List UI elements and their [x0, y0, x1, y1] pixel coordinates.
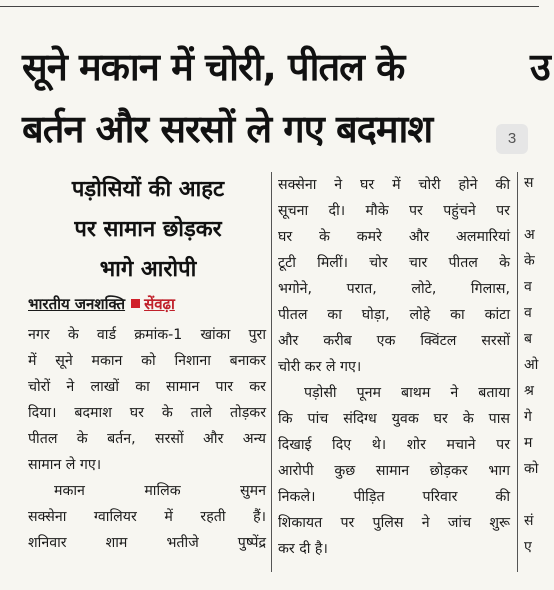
top-rule [0, 6, 539, 7]
byline [28, 292, 268, 316]
text-line: चोरों ने लाखों का सामान पार कर [28, 379, 266, 395]
text-fragment: श्र [524, 383, 534, 399]
text-line: कर दी है। [278, 541, 328, 557]
subhead-line-2: पर सामान छोड़कर [74, 217, 222, 242]
text-line: दिया। बदमाश घर के ताले तोड़कर [28, 405, 266, 421]
text-line: घर के कमरे और अलमारियां [278, 229, 510, 245]
main-headline [22, 36, 542, 160]
article-column-1 [28, 322, 266, 556]
text-fragment: स [524, 175, 534, 191]
text-fragment: ओ [524, 357, 539, 373]
text-line: निकले। पीड़ित परिवार की [278, 489, 510, 505]
column-divider [517, 172, 518, 572]
text-line: टूटी मिलीं। चोर चार पीतल के [278, 255, 510, 271]
text-line: भगोने, परात, लोटे, गिलास, [278, 281, 510, 297]
text-fragment [524, 196, 554, 222]
text-fragment: व [524, 305, 532, 321]
text-fragment: सं [524, 513, 534, 529]
text-line: सक्सेना ग्वालियर में रहती हैं। [28, 509, 266, 525]
text-line: और करीब एक क्विंटल सरसों [278, 333, 510, 349]
text-line: सूचना दी। मौके पर पहुंचने पर [278, 203, 510, 219]
red-square-icon [131, 299, 140, 308]
byline-city: सेंवढ़ा [144, 295, 175, 313]
text-fragment: के [524, 253, 535, 269]
text-fragment: म [524, 435, 533, 451]
text-fragment: गे [524, 409, 532, 425]
text-line: में सूने मकान को निशाना बनाकर [28, 353, 266, 369]
subhead-line-3: भागे आरोपी [99, 257, 197, 282]
text-line: चोरी कर ले गए। [278, 359, 362, 375]
article-column-2 [278, 172, 510, 562]
byline-source: भारतीय जनशक्ति [28, 295, 126, 313]
text-line: मकान मालिक सुमन [54, 483, 266, 499]
column-divider [271, 172, 272, 572]
text-line: पड़ोसी पूनम बाथम ने बताया [304, 385, 510, 401]
text-fragment: को [524, 461, 539, 477]
text-line: सक्सेना ने घर में चोरी होने की [278, 177, 510, 193]
text-line: शनिवार शाम भतीजे पुष्पेंद्र [28, 535, 266, 551]
text-line: कि पांच संदिग्ध युवक घर के पास [278, 411, 510, 427]
text-fragment: ब [524, 331, 532, 347]
text-line: शिकायत पर पुलिस ने जांच शुरू [278, 515, 510, 531]
text-line: पीतल के बर्तन, सरसों और अन्य [28, 431, 266, 447]
headline-line-2: बर्तन और सरसों ले गए बदमाश [22, 107, 433, 151]
adjacent-column-fragment [524, 170, 554, 560]
subhead-line-1: पड़ोसियों की आहट [71, 177, 225, 202]
headline-line-1: सूने मकान में चोरी, पीतल के [22, 45, 405, 89]
text-fragment: व [524, 279, 532, 295]
text-fragment [524, 482, 554, 508]
text-line: सामान ले गए। [28, 457, 102, 473]
sub-headline [28, 170, 268, 290]
text-line: आरोपी कुछ सामान छोड़कर भाग [278, 463, 510, 479]
page-number-badge[interactable]: 3 [496, 124, 528, 154]
text-fragment: ए [524, 539, 532, 555]
text-line: पीतल का घोड़ा, लोहे का कांटा [278, 307, 510, 323]
text-line: दिखाई दिए थे। शोर मचाने पर [278, 437, 510, 453]
adjacent-headline-fragment: उ [530, 45, 551, 89]
text-fragment: अ [524, 227, 535, 243]
text-line: नगर के वार्ड क्रमांक-1 खांका पुरा [28, 327, 266, 343]
